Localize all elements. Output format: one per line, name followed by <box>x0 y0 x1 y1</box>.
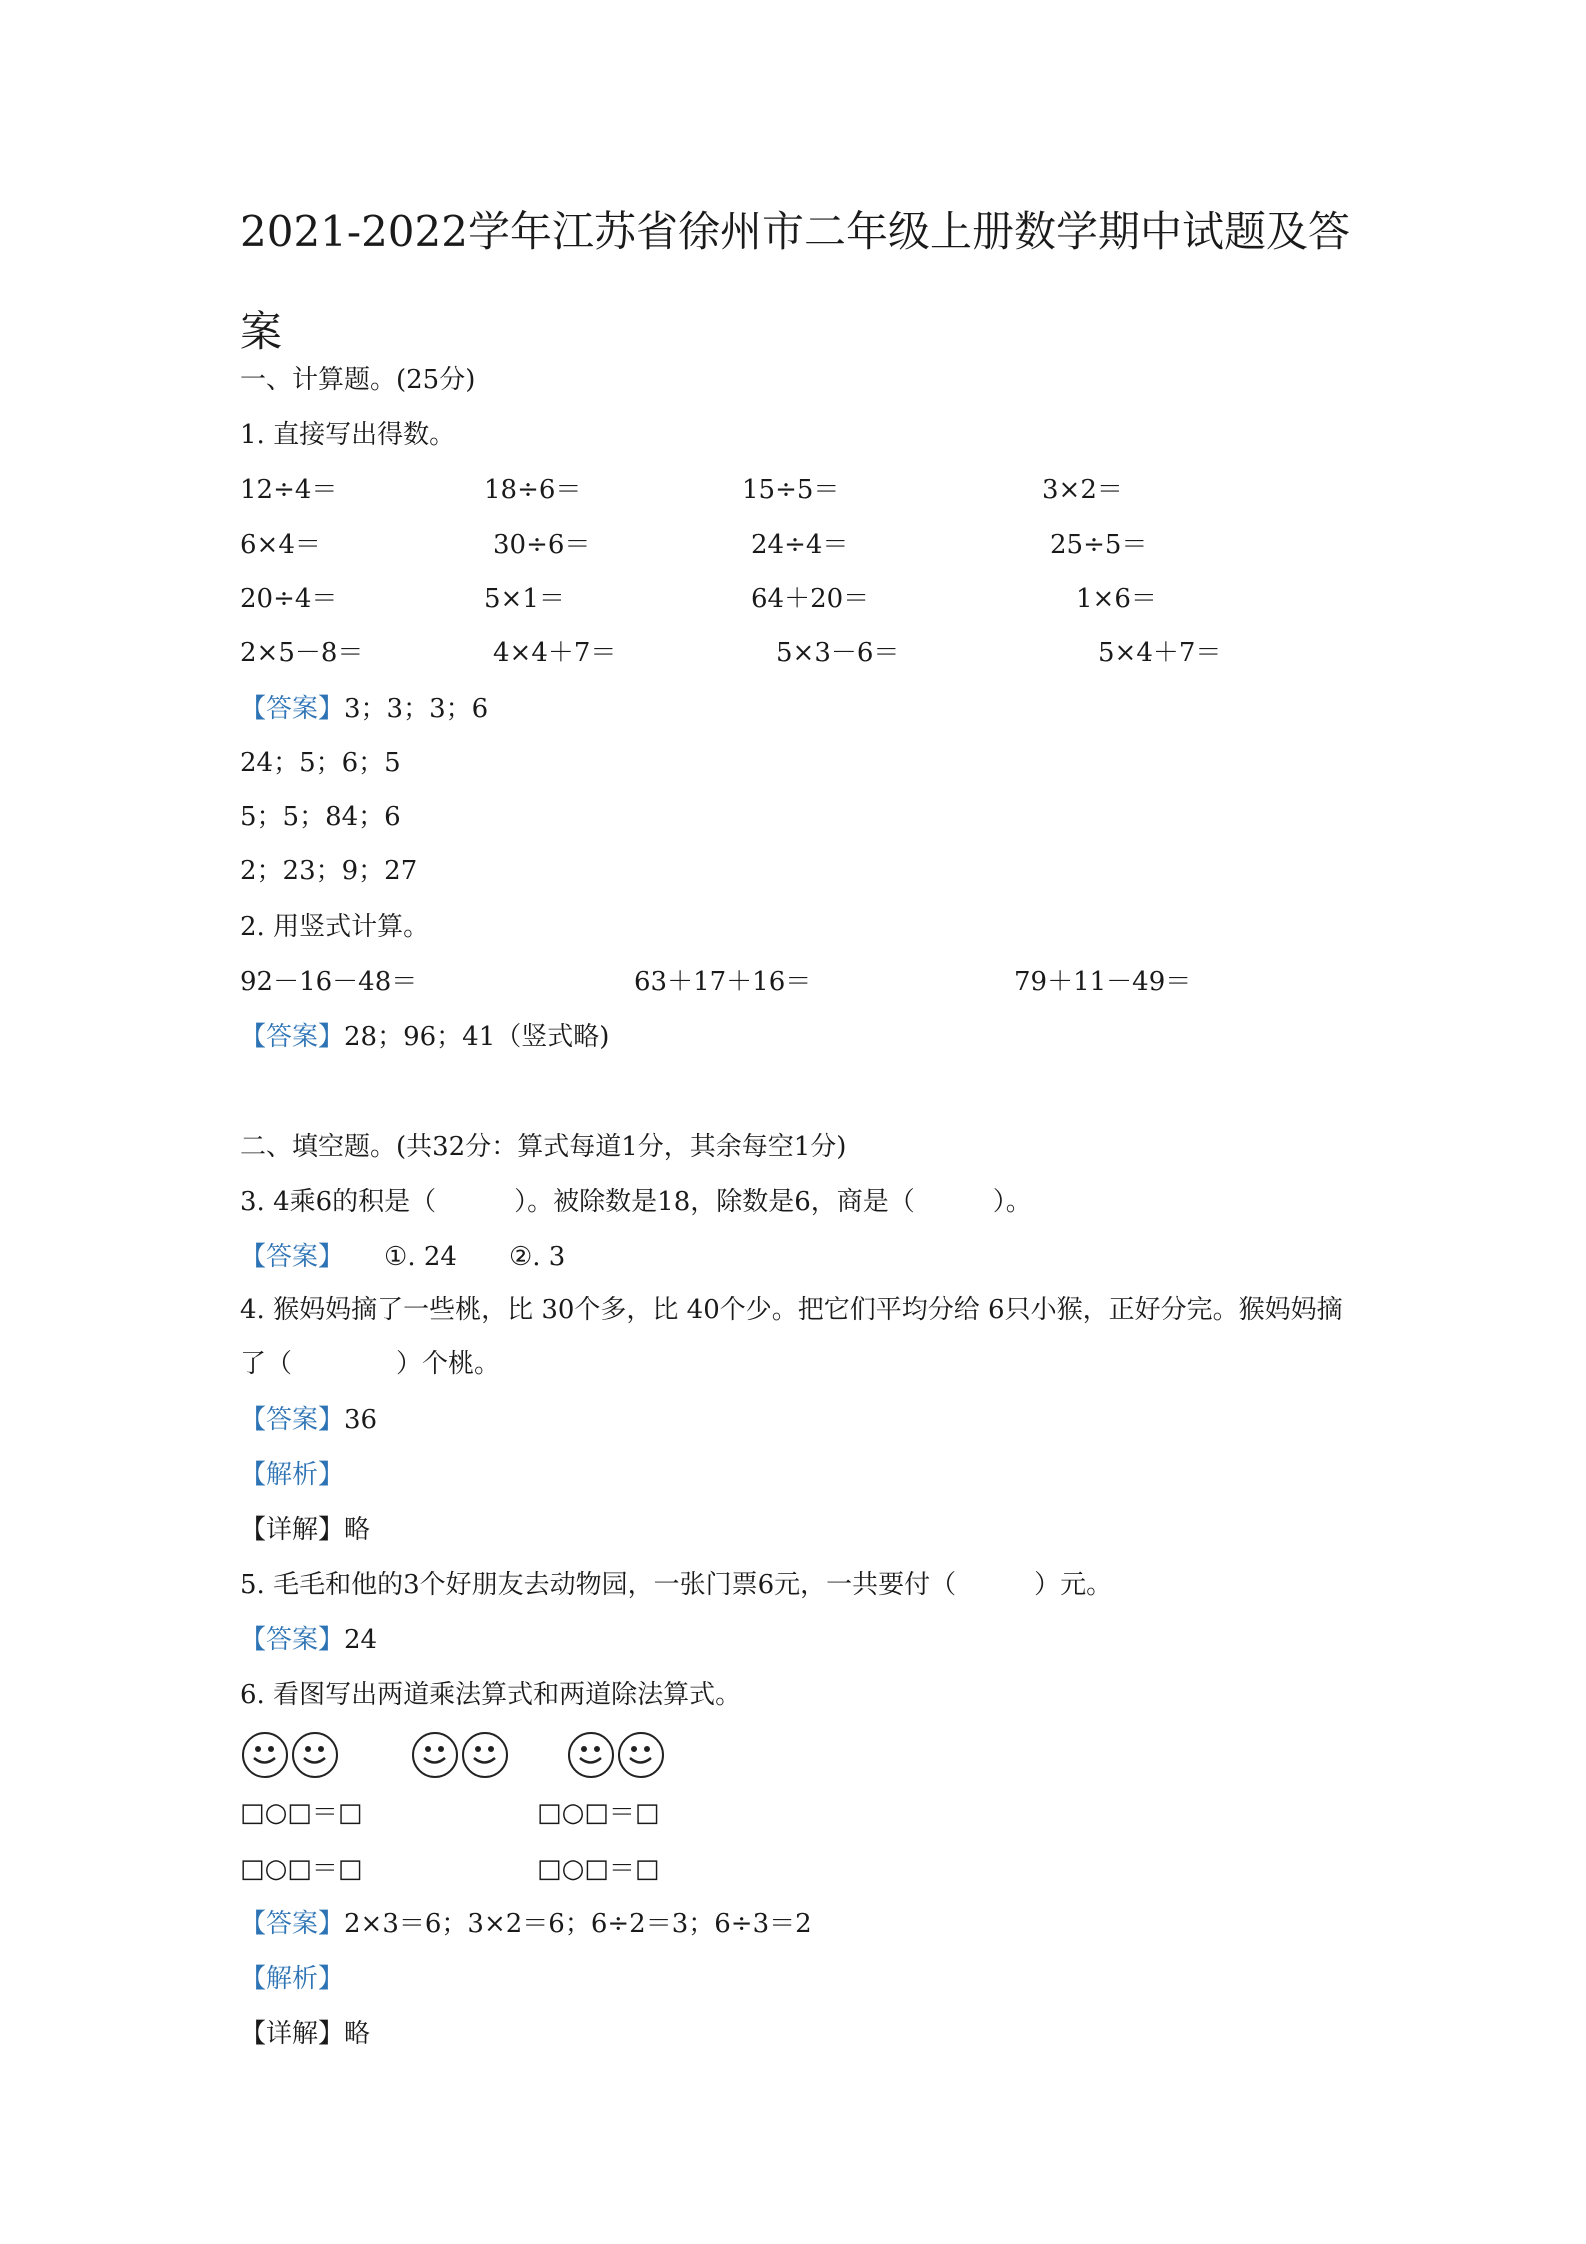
q1-answer-line: 2；23；9；27 <box>240 856 418 886</box>
answer-tag: 【答案】 <box>240 1625 345 1655</box>
detail-tag: 【详解】 <box>240 1515 345 1545</box>
q1-item: 1×6＝ <box>1076 584 1157 614</box>
smiley-face-icon <box>242 1732 288 1778</box>
q6-blank-equation: □○□＝□ <box>240 1854 363 1884</box>
q1-item: 4×4＋7＝ <box>493 638 617 668</box>
q6-blank-equation: □○□＝□ <box>240 1798 363 1828</box>
q1-item: 64＋20＝ <box>751 584 870 614</box>
q1-item: 15÷5＝ <box>742 475 840 505</box>
q2-answer <box>240 1020 609 1054</box>
q1-item: 5×1＝ <box>484 584 565 614</box>
smiley-face-icon <box>292 1732 338 1778</box>
q4-detail <box>240 1513 370 1547</box>
q1-item: 30÷6＝ <box>493 530 591 560</box>
answer-tag: 【答案】 <box>240 1405 345 1435</box>
q3-answer <box>240 1240 565 1274</box>
q6-analysis-tag: 【解析】 <box>240 1964 345 1994</box>
q4-answer <box>240 1403 377 1437</box>
q4-text: 4. 猴妈妈摘了一些桃，比 30个多，比 40个少。把它们平均分给 6只小猴，正好分完。猴妈妈摘了（ ）个桃。 <box>240 1295 1343 1379</box>
smiley-face-icon <box>462 1732 508 1778</box>
q1-item: 2×5－8＝ <box>240 638 364 668</box>
q2-item: 63＋17＋16＝ <box>634 967 812 997</box>
q1-prompt: 1. 直接写出得数。 <box>240 420 456 450</box>
answer-tag: 【答案】 <box>240 1022 345 1052</box>
q4-analysis-tag: 【解析】 <box>240 1460 345 1490</box>
answer-text: 2×3＝6；3×2＝6；6÷2＝3；6÷3＝2 <box>344 1909 812 1939</box>
smiley-face-icon <box>412 1732 458 1778</box>
detail-text: 略 <box>344 1515 371 1545</box>
q1-item: 6×4＝ <box>240 530 321 560</box>
q1-item: 5×4＋7＝ <box>1098 638 1222 668</box>
q5-answer <box>240 1623 377 1657</box>
answer-text: 36 <box>344 1405 378 1435</box>
answer-text: 3；3；3；6 <box>344 694 489 724</box>
q1-item: 18÷6＝ <box>484 475 582 505</box>
detail-text: 略 <box>344 2019 371 2049</box>
q3-text: 3. 4乘6的积是（ ）。被除数是18，除数是6，商是（ ）。 <box>240 1187 1032 1217</box>
smiley-face-icon <box>618 1732 664 1778</box>
q1-item: 24÷4＝ <box>751 530 849 560</box>
q6-blank-equation: □○□＝□ <box>537 1798 660 1828</box>
q1-item: 20÷4＝ <box>240 584 338 614</box>
q2-item: 92－16－48＝ <box>240 967 418 997</box>
q1-answer-line: 5；5；84；6 <box>240 802 401 832</box>
q6-detail <box>240 2017 370 2051</box>
section1-heading: 一、计算题。(25分) <box>240 365 476 395</box>
q5-text: 5. 毛毛和他的3个好朋友去动物园，一张门票6元，一共要付（ ）元。 <box>240 1570 1113 1600</box>
q2-item: 79＋11－49＝ <box>1014 967 1192 997</box>
section2-heading: 二、填空题。(共32分：算式每道1分，其余每空1分) <box>240 1132 847 1162</box>
answer-text: ①. 24 ②. 3 <box>384 1242 566 1272</box>
answer-text: 24 <box>344 1625 378 1655</box>
q2-prompt: 2. 用竖式计算。 <box>240 912 430 942</box>
q6-blank-equation: □○□＝□ <box>537 1854 660 1884</box>
q1-item: 25÷5＝ <box>1050 530 1148 560</box>
answer-tag: 【答案】 <box>240 694 345 724</box>
q1-item: 3×2＝ <box>1042 475 1123 505</box>
q1-item: 5×3－6＝ <box>776 638 900 668</box>
document-title: 2021-2022学年江苏省徐州市二年级上册数学期中试题及答案 <box>240 207 1350 356</box>
q1-answer <box>240 692 488 726</box>
answer-tag: 【答案】 <box>240 1242 345 1272</box>
q6-answer <box>240 1907 812 1941</box>
q6-text: 6. 看图写出两道乘法算式和两道除法算式。 <box>240 1680 742 1710</box>
detail-tag: 【详解】 <box>240 2019 345 2049</box>
smiley-face-icon <box>568 1732 614 1778</box>
answer-tag: 【答案】 <box>240 1909 345 1939</box>
q1-item: 12÷4＝ <box>240 475 338 505</box>
q1-answer-line: 24；5；6；5 <box>240 748 401 778</box>
answer-text: 28；96；41（竖式略) <box>344 1022 610 1052</box>
